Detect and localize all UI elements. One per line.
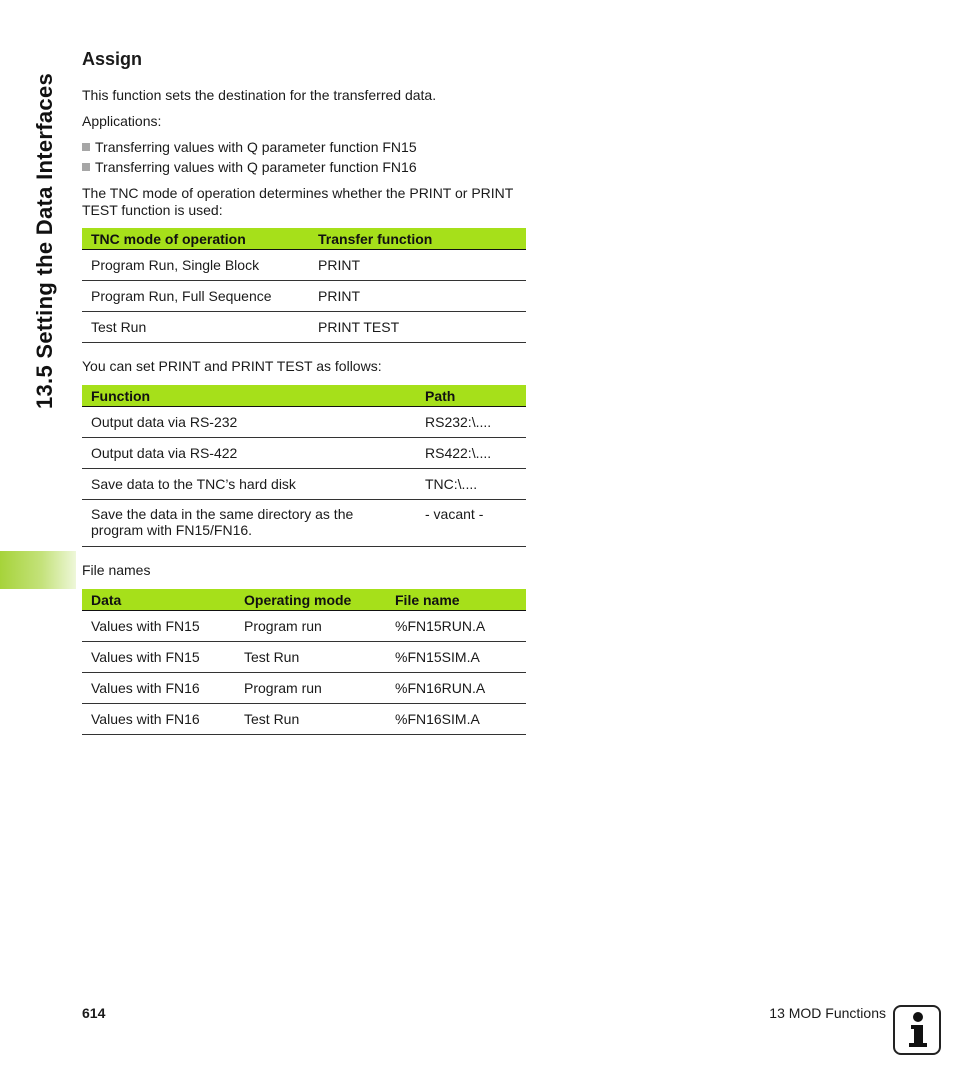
- table-cell: Values with FN15: [82, 611, 235, 642]
- table-cell: Save data to the TNC’s hard disk: [82, 469, 416, 500]
- column-header: Transfer function: [309, 228, 526, 250]
- table-row: [82, 281, 526, 312]
- mode-text: The TNC mode of operation determines whether the PRINT or PRINT TEST function is used:: [82, 185, 514, 218]
- file-names-label: File names: [82, 562, 151, 578]
- applications-label: Applications:: [82, 113, 162, 129]
- chapter-tab-marker: [0, 551, 76, 589]
- table-row: [82, 673, 526, 704]
- column-header: Data: [82, 589, 235, 611]
- table-header-row: [82, 589, 526, 611]
- table-row: [82, 611, 526, 642]
- table-cell: Test Run: [235, 642, 386, 673]
- file-names-table: [82, 589, 526, 735]
- bullet-text: Transferring values with Q parameter function FN15: [95, 139, 417, 155]
- column-header: Operating mode: [235, 589, 386, 611]
- table-cell: RS422:\....: [416, 438, 526, 469]
- table-cell: Program Run, Full Sequence: [82, 281, 309, 312]
- column-header: TNC mode of operation: [82, 228, 309, 250]
- transfer-function-table: [82, 228, 526, 343]
- table-cell: Values with FN16: [82, 673, 235, 704]
- table-cell: Values with FN16: [82, 704, 235, 735]
- table-cell: %FN16SIM.A: [386, 704, 526, 735]
- chapter-sidebar: [30, 36, 60, 446]
- footer-chapter: 13 MOD Functions: [769, 1005, 886, 1021]
- table-row: [82, 642, 526, 673]
- column-header: File name: [386, 589, 526, 611]
- bullet-square-icon: [82, 143, 90, 151]
- path-table: [82, 385, 526, 547]
- list-item: [82, 159, 417, 176]
- set-text: You can set PRINT and PRINT TEST as follows:: [82, 358, 382, 374]
- intro-text: This function sets the destination for the transferred data.: [82, 87, 437, 103]
- table-cell: Save the data in the same directory as the program with FN15/FN16.: [82, 500, 416, 547]
- table-cell: PRINT TEST: [309, 312, 526, 343]
- table-cell: Program Run, Single Block: [82, 250, 309, 281]
- table-cell: %FN15RUN.A: [386, 611, 526, 642]
- table-row: [82, 438, 526, 469]
- bullet-square-icon: [82, 163, 90, 171]
- section-title: Assign: [82, 49, 143, 69]
- table-cell: Test Run: [82, 312, 309, 343]
- table-row: [82, 704, 526, 735]
- info-icon: [893, 1005, 941, 1055]
- bullet-text: Transferring values with Q parameter function FN16: [95, 159, 417, 175]
- table-cell: TNC:\....: [416, 469, 526, 500]
- table-cell: RS232:\....: [416, 407, 526, 438]
- table-row: [82, 250, 526, 281]
- table-cell: Program run: [235, 611, 386, 642]
- table-row: [82, 407, 526, 438]
- table-cell: %FN16RUN.A: [386, 673, 526, 704]
- column-header: Path: [416, 385, 526, 407]
- table-cell: %FN15SIM.A: [386, 642, 526, 673]
- table-cell: PRINT: [309, 281, 526, 312]
- table-cell: Values with FN15: [82, 642, 235, 673]
- table-row: [82, 469, 526, 500]
- table-cell: Test Run: [235, 704, 386, 735]
- table-cell: Program run: [235, 673, 386, 704]
- table-cell: Output data via RS-422: [82, 438, 416, 469]
- table-row: [82, 312, 526, 343]
- table-header-row: [82, 228, 526, 250]
- table-header-row: [82, 385, 526, 407]
- chapter-title: 13.5 Setting the Data Interfaces: [32, 72, 57, 410]
- table-cell: - vacant -: [416, 500, 526, 547]
- column-header: Function: [82, 385, 416, 407]
- table-cell: Output data via RS-232: [82, 407, 416, 438]
- table-row: [82, 500, 526, 547]
- page-number: 614: [82, 1005, 106, 1021]
- list-item: [82, 139, 417, 156]
- table-cell: PRINT: [309, 250, 526, 281]
